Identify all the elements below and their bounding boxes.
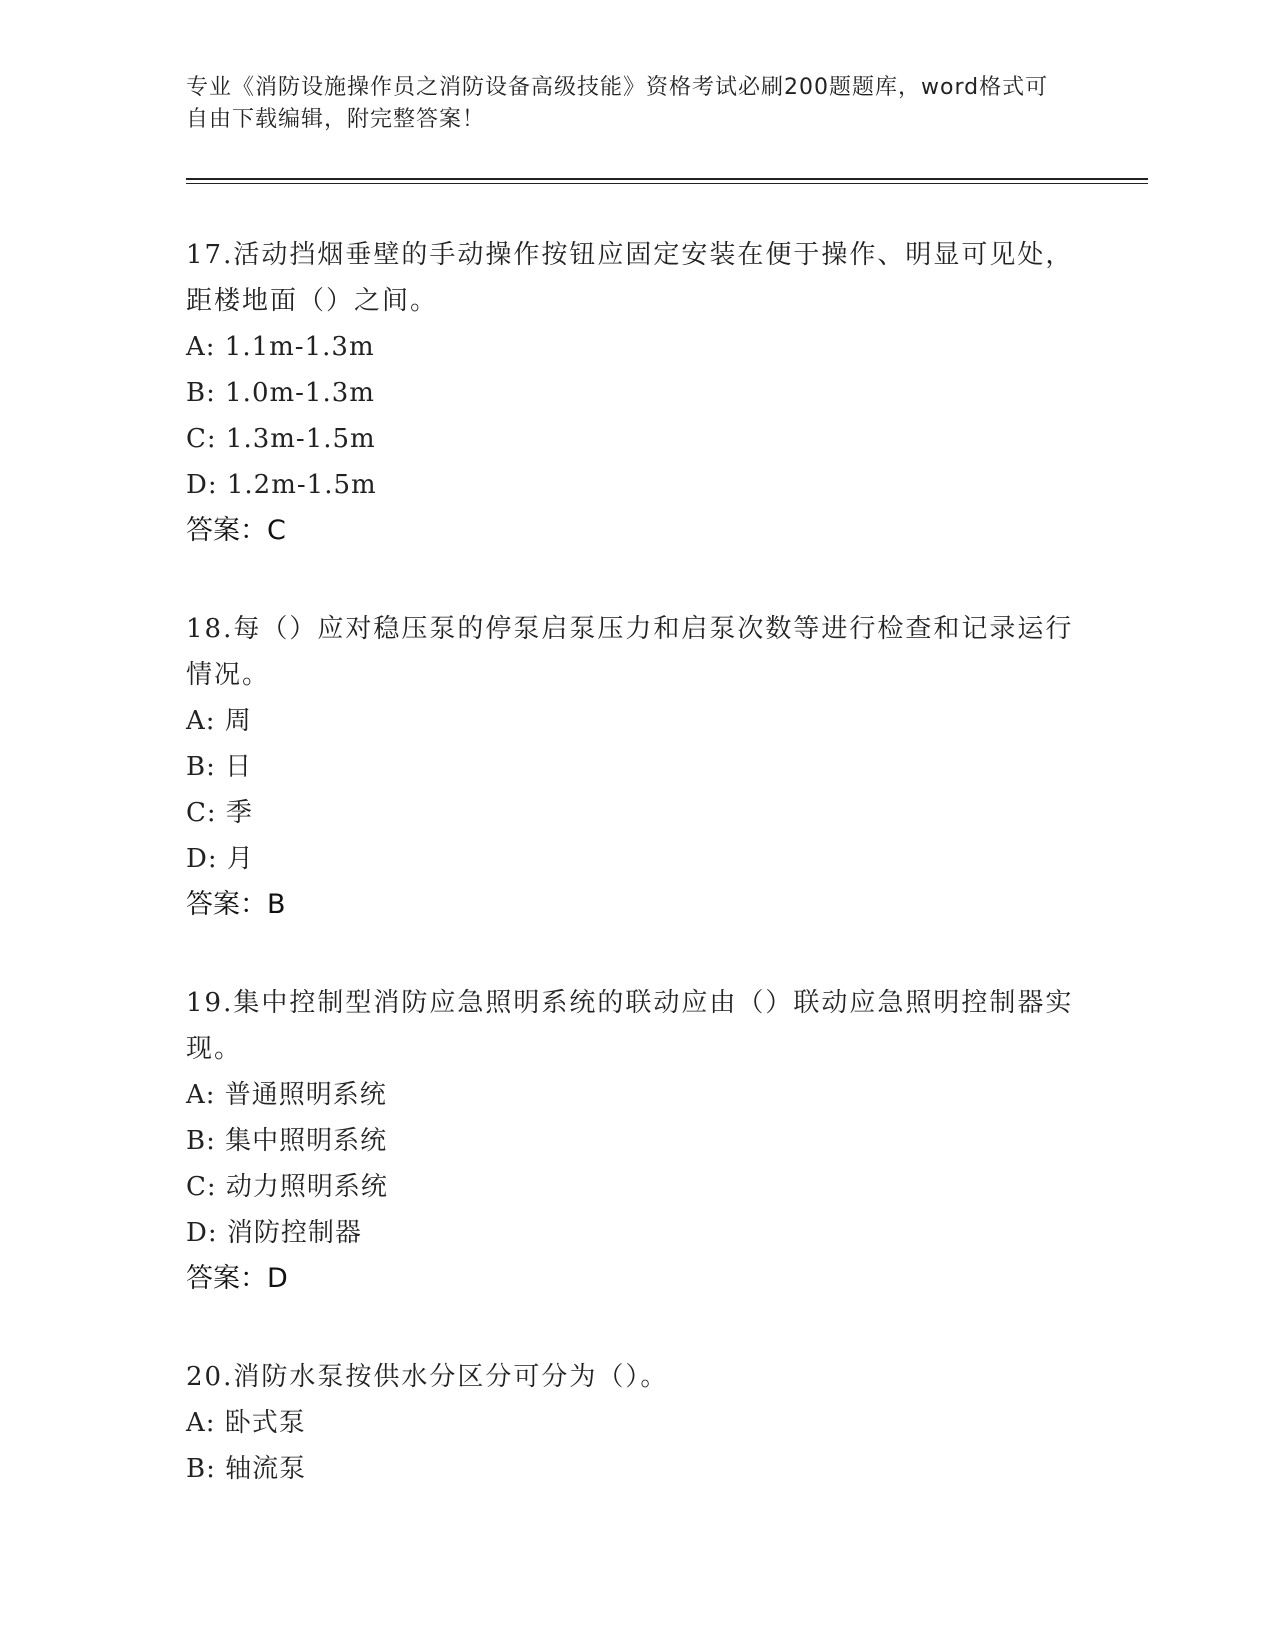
question-stem: 20.消防水泵按供水分区分可分为（）。 [186, 1362, 669, 1392]
header-divider-thin [186, 183, 1148, 184]
header-divider-thick [186, 178, 1148, 180]
option-a: A: 周 [186, 706, 252, 736]
option-a: A: 1.1m-1.3m [186, 332, 375, 362]
answer-line: 答案：C [186, 515, 286, 546]
question-list [186, 232, 1086, 1544]
option-c: C: 季 [186, 798, 253, 828]
option-b: B: 1.0m-1.3m [186, 378, 375, 408]
option-a: A: 卧式泵 [186, 1408, 306, 1438]
option-b: B: 集中照明系统 [186, 1126, 388, 1156]
question-stem: 17.活动挡烟垂壁的手动操作按钮应固定安装在便于操作、明显可见处，距楼地面（）之间。 [186, 240, 1074, 316]
option-b: B: 日 [186, 752, 253, 782]
question-20 [186, 1354, 1086, 1492]
option-b: B: 轴流泵 [186, 1454, 307, 1484]
question-19 [186, 980, 1086, 1302]
question-stem: 18.每（）应对稳压泵的停泵启泵压力和启泵次数等进行检查和记录运行情况。 [186, 614, 1074, 690]
option-a: A: 普通照明系统 [186, 1080, 387, 1110]
question-18 [186, 606, 1086, 928]
option-d: D: 1.2m-1.5m [186, 470, 377, 500]
option-c: C: 动力照明系统 [186, 1172, 388, 1202]
option-c: C: 1.3m-1.5m [186, 424, 376, 454]
option-d: D: 月 [186, 844, 254, 874]
answer-line: 答案：B [186, 889, 286, 920]
answer-line: 答案：D [186, 1263, 288, 1294]
question-17 [186, 232, 1086, 554]
option-d: D: 消防控制器 [186, 1218, 362, 1248]
question-stem: 19.集中控制型消防应急照明系统的联动应由（）联动应急照明控制器实现。 [186, 988, 1074, 1064]
document-header: 专业《消防设施操作员之消防设备高级技能》资格考试必刷200题题库，word格式可自由下载编辑，附完整答案！ [186, 75, 1049, 132]
